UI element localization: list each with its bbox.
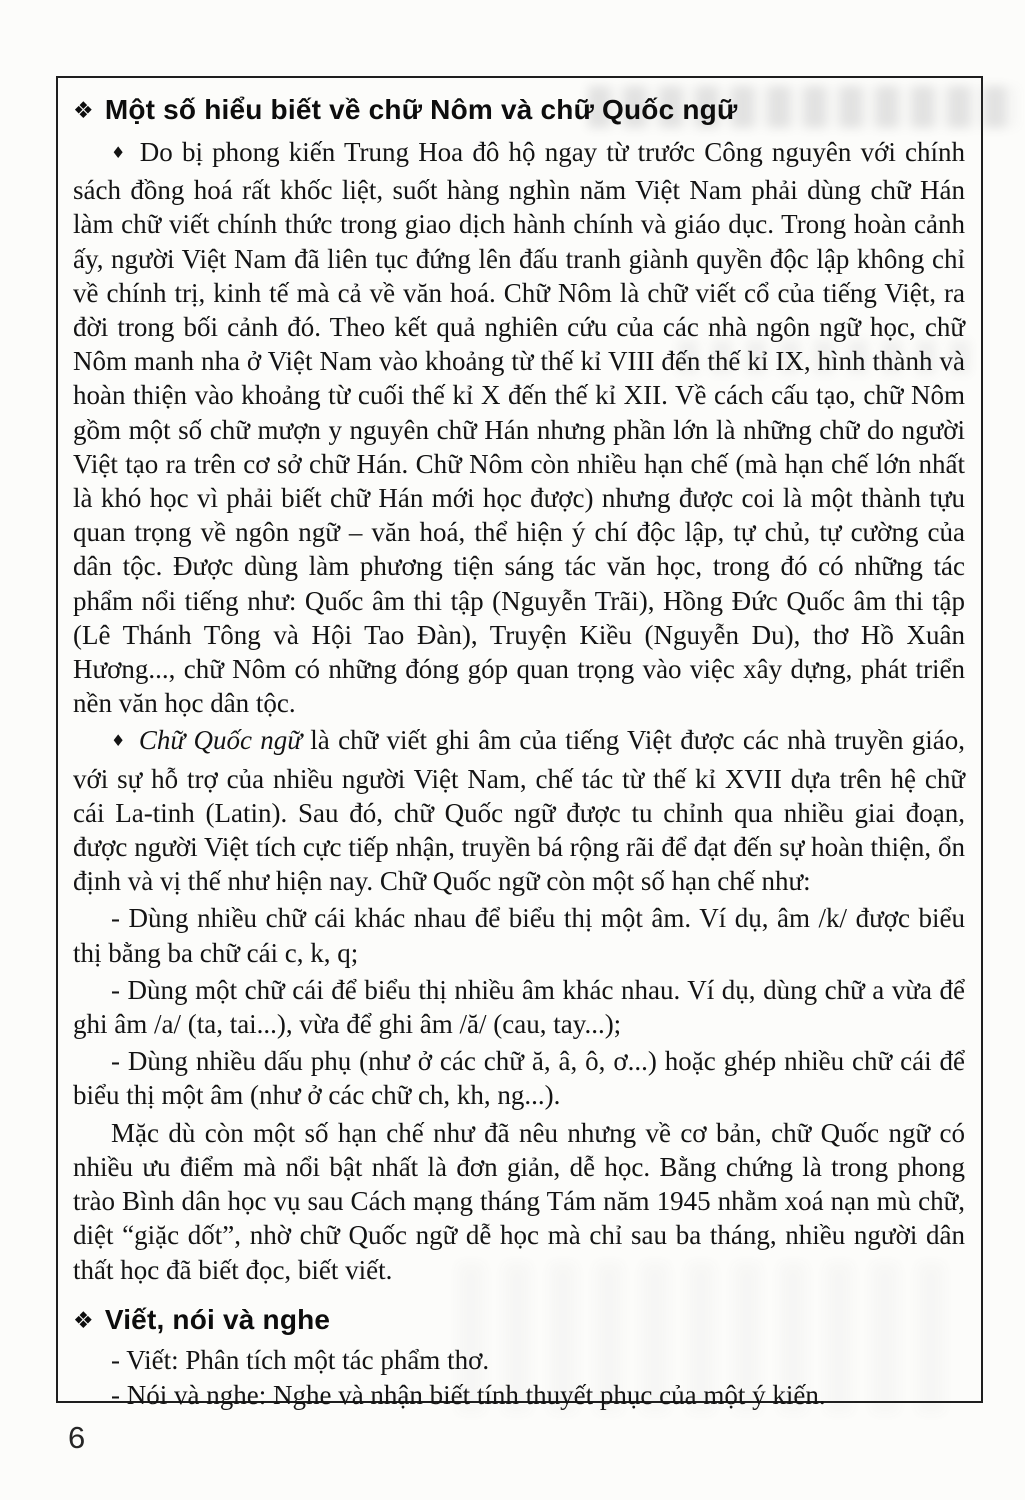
list-item-noi-va-nghe [73,1378,965,1413]
italic-lead-text: Chữ Quốc ngữ [138,725,302,756]
diamond-bullet-icon: ♦ [111,731,127,751]
limitation-item-3 [73,1044,965,1112]
page-number: 6 [68,1420,86,1455]
paragraph-text: - Dùng nhiều chữ cái khác nhau để biểu thị một âm. Ví dụ, âm /k/ được biểu thị bằng ba chữ cái c, k, q; [73,903,965,968]
paragraph-text: - Dùng một chữ cái để biểu thị nhiều âm khác nhau. Ví dụ, dùng chữ a vừa để ghi âm /a/ (ta, tai...), vừa để ghi âm /ă/ (cau, tay...); [73,974,965,1040]
paragraph-text: là chữ viết ghi âm của tiếng Việt được các nhà truyền giáo, với sự hỗ trợ của nhiều người Việt Nam, chế tác từ thế kỉ XVII dựa trên hệ chữ cái La-tinh (Latin). Sau đó, chữ Quốc ngữ được tu chỉnh qua nhiều giai đoạn, được người Việt tích cực tiếp nhận, truyền bá rộng rãi để đạt đến sự hoàn thiện, ổn định và vị thế như hiện nay. Chữ Quốc ngữ còn một số hạn chế như: [73,725,965,897]
section-heading-chu-nom-va-quoc-ngu [73,94,965,126]
section-title: Một số hiểu biết về chữ Nôm và chữ Quốc ngữ [104,94,738,125]
content-box [56,76,983,1410]
paragraph-text: Mặc dù còn một số hạn chế như đã nêu nhưng về cơ bản, chữ Quốc ngữ có nhiều ưu điểm mà nổi bật nhất là đơn giản, dễ học. Bằng chứng là trong phong trào Bình dân học vụ sau Cách mạng tháng Tám năm 1945 nhằm xoá nạn mù chữ, diệt “giặc dốt”, nhờ chữ Quốc ngữ dễ học mà chỉ sau ba tháng, nhiều người dân thất học đã biết đọc, biết viết. [73,1117,965,1285]
item-text: - Nói và nghe: Nghe và nhận biết tính thuyết phục của một ý kiến. [111,1379,826,1410]
four-diamond-marker-icon: ❖ [73,98,94,124]
limitation-item-1 [73,901,965,969]
list-item-viet [73,1343,965,1378]
section-title: Viết, nói và nghe [104,1303,331,1335]
paragraph-chu-nom [73,135,965,720]
item-text: - Viết: Phân tích một tác phẩm thơ. [111,1344,490,1375]
diamond-bullet-icon: ♦ [111,143,128,162]
paragraph-text: Do bị phong kiến Trung Hoa đô hộ ngay từ trước Công nguyên với chính sách đồng hoá rất khốc liệt, suốt hàng nghìn năm Việt Nam phải dùng chữ Hán làm chữ viết chính thức trong giao dịch hành chính và giáo dục. Trong hoàn cảnh ấy, người Việt Nam đã liên tục đứng lên đấu tranh giành quyền độc lập không chỉ về chính trị, kinh tế mà cả về văn hoá. Chữ Nôm là chữ viết cổ của tiếng Việt, ra đời trong bối cảnh đó. Theo kết quả nghiên cứu của các nhà ngôn ngữ học, chữ Nôm manh nha ở Việt Nam vào khoảng từ thế kỉ VIII đến thế kỉ IX, hình thành và hoàn thiện vào khoảng từ cuối thế kỉ X đến thế kỉ XII. Về cách cấu tạo, chữ Nôm gồm một số chữ mượn y nguyên chữ Hán nhưng phần lớn là những chữ do người Việt tạo ra trên cơ sở chữ Hán. Chữ Nôm còn nhiều hạn chế (mà hạn chế lớn nhất là khó học vì phải biết chữ Hán mới học được) nhưng được coi là một thành tựu quan trọng về ngôn ngữ – văn hoá, thể hiện ý chí độc lập, tự chủ, tự cường của dân tộc. Được dùng làm phương tiện sáng tác văn học, trong đó có những tác phẩm nổi tiếng như: Quốc âm thi tập (Nguyễn Trãi), Hồng Đức Quốc âm thi tập (Lê Thánh Tông và Hội Tao Đàn), Truyện Kiều (Nguyễn Du), thơ Hồ Xuân Hương..., chữ Nôm có những đóng góp quan trọng vào việc xây dựng, phát triển nền văn học dân tộc. [73,137,966,719]
limitation-item-2 [73,973,965,1041]
section-heading-viet-noi-nghe [73,1304,965,1336]
paragraph-chu-quoc-ngu [73,723,965,898]
paragraph-text: - Dùng nhiều dấu phụ (như ở các chữ ă, â, ô, ơ...) hoặc ghép nhiều chữ cái để biểu thị một âm (như ở các chữ ch, kh, ng...). [73,1046,965,1111]
paragraph-conclusion [73,1116,965,1287]
four-diamond-marker-icon: ❖ [73,1307,94,1334]
